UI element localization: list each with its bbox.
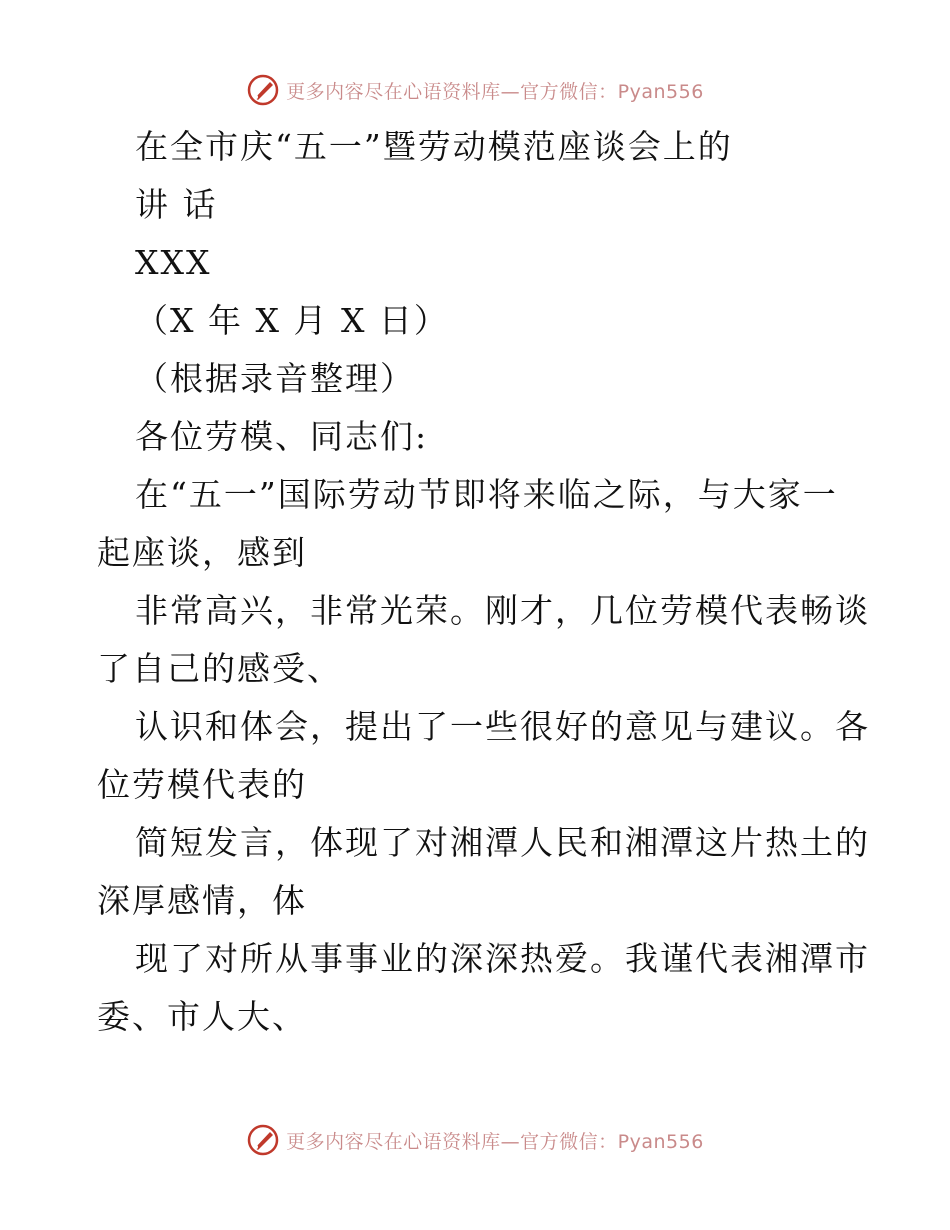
speech-title-line: 在全市庆“五一”暨劳动模范座谈会上的 xyxy=(135,127,733,166)
body-line: 了自己的感受、 xyxy=(97,649,342,688)
quill-pen-circle-icon xyxy=(246,1123,280,1157)
body-line: 非常高兴，非常光荣。刚才，几位劳模代表畅谈 xyxy=(135,591,870,630)
salutation: 各位劳模、同志们: xyxy=(135,417,429,456)
watermark-text: 更多内容尽在心语资料库—官方微信：Pyan556 xyxy=(286,1130,704,1153)
footer-watermark xyxy=(0,1118,950,1162)
header-watermark xyxy=(0,68,950,112)
document-body xyxy=(97,118,870,1046)
body-line: 认识和体会，提出了一些很好的意见与建议。各 xyxy=(135,707,870,746)
body-line: 深厚感情，体 xyxy=(97,881,307,920)
quill-pen-circle-icon xyxy=(246,73,280,107)
body-line: 委、市人大、 xyxy=(97,997,307,1036)
speech-title-suffix: 讲 话 xyxy=(135,185,218,224)
body-line: 起座谈，感到 xyxy=(97,533,307,572)
speaker-name: XXX xyxy=(135,243,212,282)
body-line: 位劳模代表的 xyxy=(97,765,307,804)
body-line: 简短发言，体现了对湘潭人民和湘潭这片热土的 xyxy=(135,823,870,862)
transcription-note: （根据录音整理） xyxy=(135,359,415,398)
speech-date: （X 年 X 月 X 日） xyxy=(135,301,449,340)
watermark-text: 更多内容尽在心语资料库—官方微信：Pyan556 xyxy=(286,80,704,103)
body-line: 现了对所从事事业的深深热爱。我谨代表湘潭市 xyxy=(135,939,870,978)
body-line: 在“五一”国际劳动节即将来临之际，与大家一 xyxy=(135,475,838,514)
